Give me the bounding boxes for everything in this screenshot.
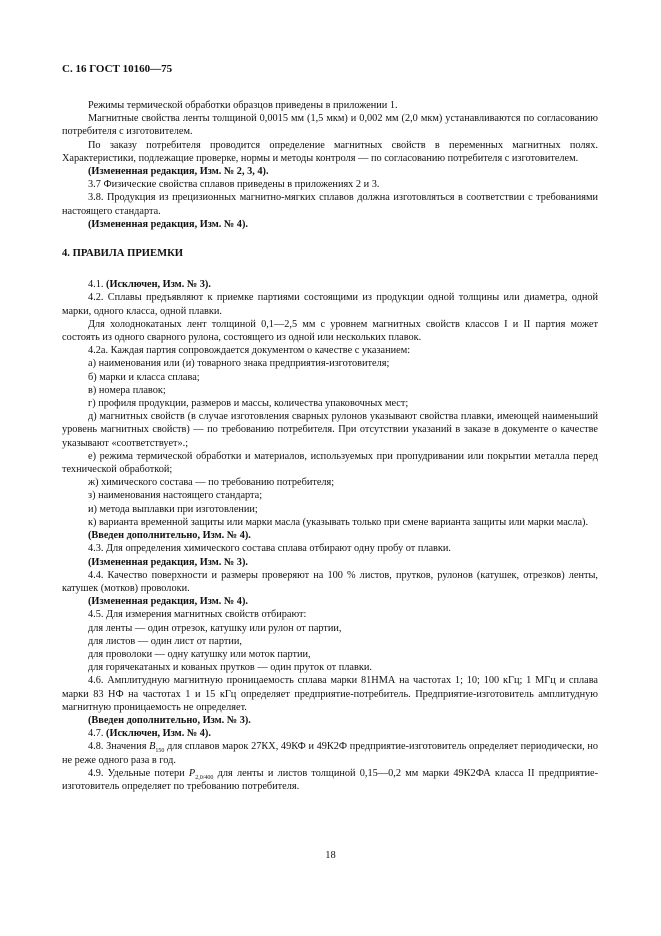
clause-4-9 (62, 767, 598, 793)
symbol-p: P (188, 767, 196, 779)
paragraph: По заказу потребителя проводится определение магнитных свойств в переменных магнитных полях. Характеристики, подлежащие проверке, нормы и методы контроля — по согласованию потребителя с изготовителем. (62, 139, 598, 164)
amendment-note: (Исключен, Изм. № 4). (106, 728, 211, 740)
symbol-b: B (149, 741, 156, 753)
section-heading: 4. ПРАВИЛА ПРИЕМКИ (62, 248, 184, 260)
clause-4-5: 4.5. Для измерения магнитных свойств отбирают: (88, 609, 307, 621)
page-number: 18 (325, 850, 336, 861)
list-item: а) наименования или (и) товарного знака предприятия-изготовителя; (88, 358, 390, 370)
clause-4-1 (62, 278, 598, 291)
list-item: и) метода выплавки при изготовлении; (88, 503, 258, 515)
amendment-note: (Измененная редакция, Изм. № 3). (88, 556, 248, 568)
paragraph: Магнитные свойства ленты толщиной 0,0015 мм (1,5 мкм) и 0,002 мм (2,0 мкм) устанавливаются по согласованию потребителя с изготовителем. (62, 113, 598, 138)
clause-4-6: 4.6. Амплитудную магнитную проницаемость сплава марки 81НМА на частотах 1; 10; 100 кГц; 1 МГц и сплава марки 83 НФ на частотах 1 и 15 кГц определяет предприятие-потребитель. Предприятие-изготовитель амплитудную магнитную проницаемость не определяет. (62, 675, 598, 713)
list-item: д) магнитных свойств (в случае изготовления сварных рулонов указывают свойства плавки, имеющей наименьший уровень магнитных свойств) — по требованию потребителя. При отсутствии указаний в заказе в документе о качестве указывают «соответствует».; (62, 411, 598, 449)
clause-4-2a: 4.2а. Каждая партия сопровождается документом о качестве с указанием: (88, 345, 411, 357)
symbol-subscript: 150 (155, 748, 165, 755)
symbol-subscript: 2,0/400 (195, 774, 214, 781)
body-text (62, 99, 598, 793)
clause-text: для сплавов марок 27КХ, 49КФ и 49К2Ф предприятие-изготовитель определяет периодически, но не реже одного раза в год. (62, 741, 598, 766)
paragraph: 3.8. Продукция из прецизионных магнитно-мягких сплавов должна изготовляться в соответствии с требованиями настоящего стандарта. (62, 192, 598, 217)
list-item: для ленты — один отрезок, катушку или рулон от партии, (88, 622, 342, 634)
clause-text: для ленты и листов толщиной 0,15—0,2 мм марки 49К2ФА класса II предприятие-изготовитель определяет по требованию потребителя. (62, 767, 598, 792)
clause-4-8 (62, 740, 598, 766)
clause-4-7 (62, 727, 598, 740)
amendment-note: (Исключен, Изм. № 3). (106, 279, 211, 291)
amendment-note: (Измененная редакция, Изм. № 4). (88, 596, 248, 608)
amendment-note: (Введен дополнительно, Изм. № 4). (88, 530, 251, 542)
amendment-note: (Измененная редакция, Изм. № 4). (88, 218, 248, 230)
list-item: б) марки и класса сплава; (88, 371, 200, 383)
list-item: для листов — один лист от партии, (88, 635, 242, 647)
paragraph: 3.7 Физические свойства сплавов приведены в приложениях 2 и 3. (88, 179, 380, 191)
clause-4-2: 4.2. Сплавы предъявляют к приемке партиями состоящими из продукции одной толщины или диаметра, одной марки, одного класса, одной плавки. (62, 292, 598, 317)
page-header: С. 16 ГОСТ 10160—75 (62, 63, 173, 75)
amendment-note: (Введен дополнительно, Изм. № 3). (88, 714, 251, 726)
paragraph: Режимы термической обработки образцов приведены в приложении 1. (88, 100, 398, 111)
list-item: е) режима термической обработки и материалов, используемых при пропудривании или покрытии металла перед технической обработкой; (62, 450, 598, 476)
clause-text: 4.9. Удельные потери (88, 767, 189, 779)
clause-text: 4.8. Значения (88, 741, 150, 753)
amendment-note: (Измененная редакция, Изм. № 2, 3, 4). (88, 166, 269, 178)
clause-number: 4.7. (88, 728, 104, 740)
clause-number: 4.1. (88, 279, 104, 291)
list-item: для проволоки — одну катушку или моток партии, (88, 648, 311, 660)
list-item: для горячекатаных и кованых прутков — один пруток от плавки. (88, 662, 372, 674)
list-item: в) номера плавок; (88, 384, 166, 396)
list-item: з) наименования настоящего стандарта; (88, 490, 263, 502)
list-item: к) варианта временной защиты или марки масла (указывать только при смене варианта защиты или марки масла). (88, 516, 589, 528)
clause-4-3: 4.3. Для определения химического состава сплава отбирают одну пробу от плавки. (88, 543, 451, 555)
list-item: ж) химического состава — по требованию потребителя; (88, 477, 335, 489)
paragraph: Для холоднокатаных лент толщиной 0,1—2,5 мм с уровнем магнитных свойств классов I и II партия может состоять из одного сварного рулона, состоящего из одной или нескольких плавок. (62, 318, 598, 344)
clause-4-4: 4.4. Качество поверхности и размеры проверяют на 100 % листов, прутков, рулонов (катушек, отрезков) ленты, катушек (мотков) проволоки. (62, 569, 598, 594)
list-item: г) профиля продукции, размеров и массы, количества упаковочных мест; (88, 398, 409, 410)
